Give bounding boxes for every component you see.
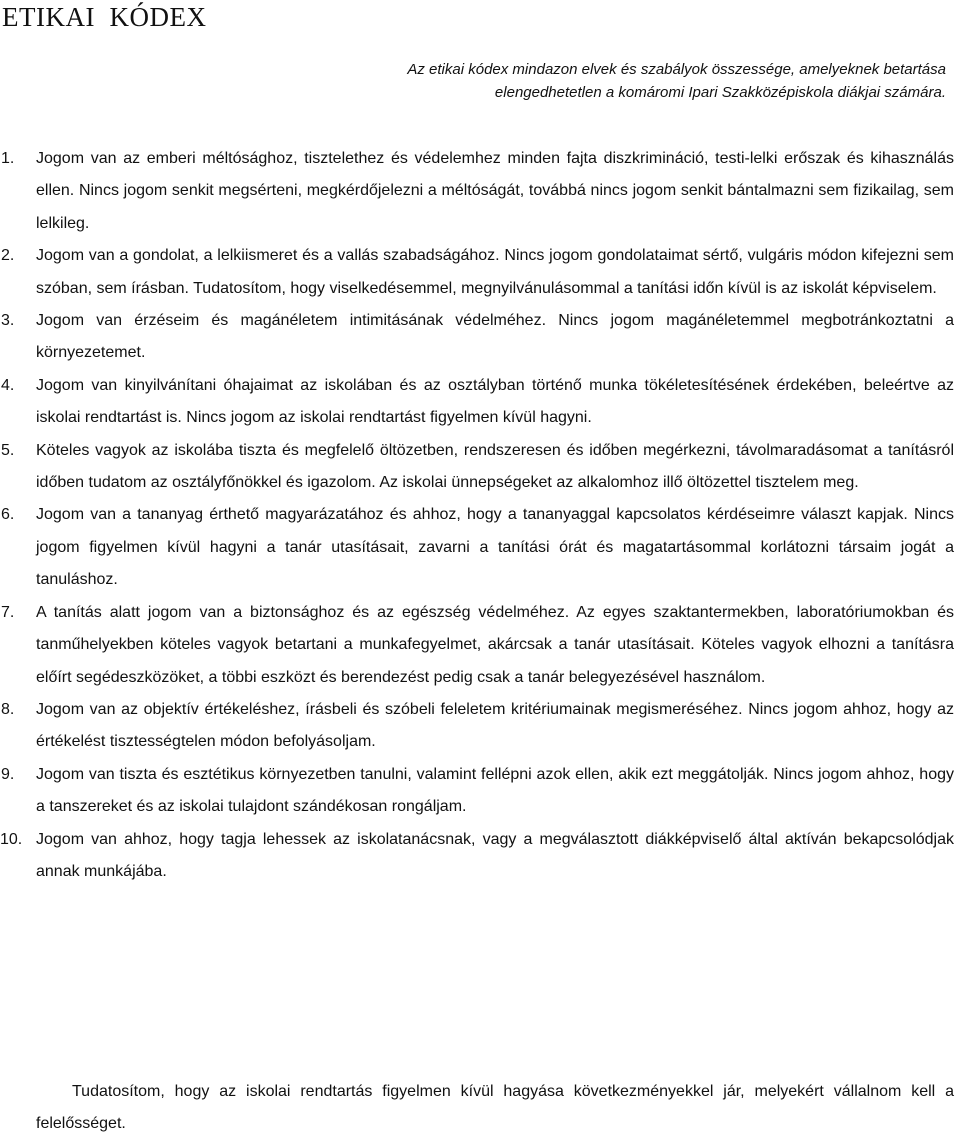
rule-text: Köteles vagyok az iskolába tiszta és megfelelő öltözetben, rendszeresen és időben megérkezni, távolmaradásomat a tanításról időben tudatom az osztályfőnökkel és igazolom. Az iskolai ünnepségeket az alkalomhoz illő öltözettel tisztelem meg.	[36, 441, 954, 492]
rule-text: Jogom van érzéseim és magánéletem intimitásának védelméhez. Nincs jogom magánéletemmel megbotránkoztatni a környezetemet.	[36, 312, 954, 362]
rule-item	[0, 759, 960, 824]
rule-number: 4.	[1, 376, 15, 394]
rule-item	[0, 824, 960, 889]
rule-text: Jogom van kinyilvánítani óhajaimat az iskolában és az osztályban történő munka tökéletesítésének érdekében, beleértve az iskolai rendtartást is. Nincs jogom az iskolai rendtartást figyelmen kívül hagyni.	[36, 376, 954, 427]
rule-text: Jogom van ahhoz, hogy tagja lehessek az iskolatanácsnak, vagy a megválasztott diákképviselő által aktíván bekapcsolódjak annak munkájába.	[36, 830, 954, 880]
rule-text: Jogom van a tananyag érthető magyarázatához és ahhoz, hogy a tananyaggal kapcsolatos kérdéseimre választ kapjak. Nincs jogom figyelmen kívül hagyni a tanár utasításait, zavarni a tanítási órát és magatartásommal korlátozni társaim jogát a tanuláshoz.	[36, 506, 954, 589]
rule-number: 9.	[1, 765, 15, 783]
rule-text: Jogom van az objektív értékeléshez, írásbeli és szóbeli feleletem kritériumainak megismeréséhez. Nincs jogom ahhoz, hogy az értékelést tisztességtelen módon befolyásoljam.	[36, 700, 954, 751]
rule-item	[0, 435, 960, 500]
rule-item	[0, 694, 960, 759]
rule-item	[0, 143, 960, 240]
rule-number: 10.	[0, 830, 23, 848]
document-subtitle: Az etikai kódex mindazon elvek és szabályok összessége, amelyeknek betartása elengedhetetlen a komáromi Ipari Szakközépiskola diákjai számára.	[407, 61, 946, 101]
rule-item	[0, 305, 960, 370]
document-title: ETIKAI KÓDEX	[2, 2, 207, 32]
rule-item	[0, 240, 960, 305]
rule-number: 7.	[1, 603, 15, 621]
rule-number: 8.	[1, 700, 15, 718]
rule-number: 2.	[1, 247, 15, 265]
rule-item	[0, 370, 960, 435]
rule-text: Jogom van a gondolat, a lelkiismeret és a vallás szabadságához. Nincs jogom gondolataimat sértő, vulgáris módon kifejezni sem szóban, sem írásban. Tudatosítom, hogy viselkedésemmel, megnyilvánulásommal a tanítási időn kívül is az iskolát képviselem.	[36, 247, 954, 297]
rule-number: 6.	[1, 506, 15, 524]
rule-number: 5.	[1, 441, 15, 459]
rule-number: 1.	[1, 150, 15, 167]
rule-text: A tanítás alatt jogom van a biztonsághoz és az egészség védelméhez. Az egyes szaktantermekben, laboratóriumokban és tanműhelyekben köteles vagyok betartani a munkafegyelmet, akárcsak a tanár utasításait. Köteles vagyok elhozni a tanításra előírt segédeszközöket, a többi eszközt és berendezést pedig csak a tanár belegyezésével használom.	[36, 603, 954, 686]
rule-text: Jogom van tiszta és esztétikus környezetben tanulni, valamint fellépni azok ellen, akik ezt meggátolják. Nincs jogom ahhoz, hogy a tanszereket és az iskolai tulajdont szándékosan rongáljam.	[36, 765, 954, 816]
rule-item	[0, 499, 960, 596]
rule-item	[0, 597, 960, 694]
rule-number: 3.	[1, 312, 15, 330]
rule-text: Jogom van az emberi méltósághoz, tisztelethez és védelemhez minden fajta diszkrimináció, testi-lelki erőszak és kihasználás ellen. Nincs jogom senkit megsérteni, megkérdőjelezni a méltóságát, továbbá nincs jogom senkit bántalmazni sem fizikailag, sem lelkileg.	[36, 150, 954, 232]
closing-statement: Tudatosítom, hogy az iskolai rendtartás figyelmen kívül hagyása következményekkel jár, melyekért vállalnom kell a felelősséget.	[36, 1083, 954, 1133]
rules-list	[0, 143, 960, 888]
